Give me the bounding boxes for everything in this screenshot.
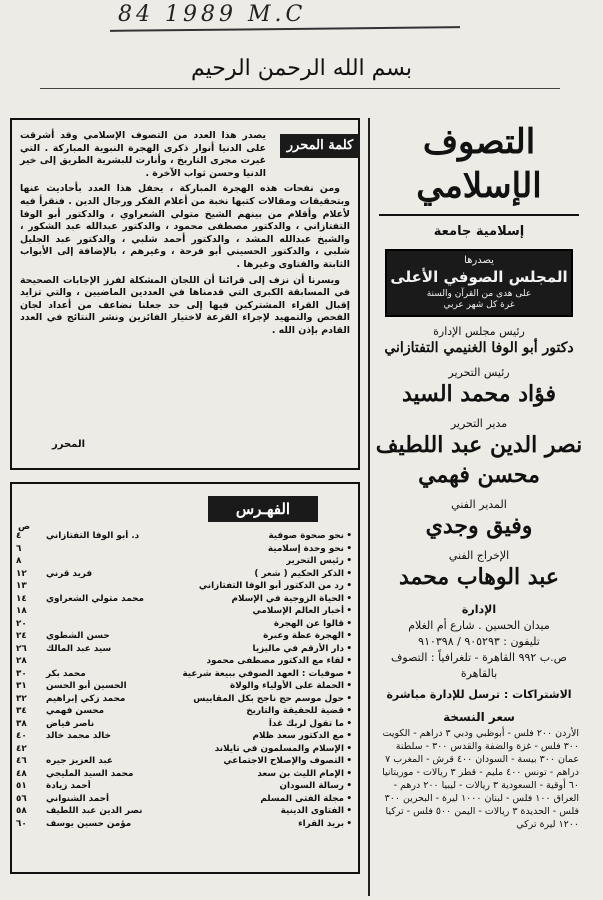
- layout-role: الإخراج الفني: [448, 549, 510, 562]
- index-item-page: ٣٠: [16, 668, 27, 679]
- index-item-page: ٤: [16, 531, 22, 541]
- masthead: [373, 110, 585, 900]
- index-item-page: ٣٨: [16, 718, 27, 729]
- index-item-title: الحملة على الأولياء والولاة: [230, 681, 344, 691]
- bullet-icon: •: [346, 756, 352, 766]
- index-item-page: ٢٦: [16, 643, 27, 654]
- index-item-title: نحو صحوة صوفية: [268, 531, 344, 541]
- index-item-page: ٢٠: [16, 618, 27, 629]
- subscriptions-note: الاشتراكات : ترسل للإدارة مباشرة: [386, 688, 572, 701]
- index-item[interactable]: [16, 655, 352, 668]
- editorial-paragraph: يصدر هذا العدد من التصوف الإسلامي وقد أشرقت على الدنيا أنوار ذكرى الهجرة النبوية المباركة . التي غيرت مجرى التاريخ ، وأنارت للبشرية الطريق إلى خير الدنيا وحسن ثواب الآخرة .: [20, 130, 266, 179]
- index-item[interactable]: [16, 530, 352, 543]
- index-item[interactable]: [16, 580, 352, 593]
- index-item[interactable]: [16, 768, 352, 781]
- bullet-icon: •: [346, 718, 352, 729]
- bullet-icon: •: [346, 543, 352, 554]
- index-item[interactable]: [16, 568, 352, 581]
- index-item[interactable]: [16, 593, 352, 606]
- index-item[interactable]: [16, 693, 352, 706]
- managing-editor-role: مدير التحرير: [450, 417, 508, 430]
- index-item-page: ٥١: [16, 781, 27, 791]
- bullet-icon: •: [346, 556, 352, 566]
- index-item-page: ١٤: [16, 593, 27, 604]
- handwritten-note: 84 1989 M.C: [118, 2, 307, 27]
- price-block: [379, 711, 579, 831]
- index-item-page: ١٣: [16, 581, 27, 591]
- index-item-page: ٣٤: [16, 706, 27, 716]
- index-item[interactable]: [16, 818, 352, 831]
- index-item[interactable]: [16, 605, 352, 618]
- index-item-page: ٤٠: [16, 731, 27, 741]
- admin-address: ميدان الحسين . شارع أم الغلام: [408, 619, 550, 632]
- index-item[interactable]: [16, 805, 352, 818]
- index-item-title: نحو وحدة إسلامية: [267, 543, 344, 554]
- index-item-author: د. أبو الوفا التفتازاني: [46, 531, 140, 541]
- basmala: بسم الله الرحمن الرحيم: [190, 56, 413, 81]
- editor-in-chief-name: فؤاد محمد السيد: [402, 381, 556, 407]
- bullet-icon: •: [346, 781, 352, 791]
- publisher-name: المجلس الصوفي الأعلى: [390, 268, 568, 286]
- index-item[interactable]: [16, 668, 352, 681]
- index-item[interactable]: [16, 630, 352, 643]
- editorial-signature: المحرر: [52, 439, 86, 450]
- editorial-paragraph: ويسرنا أن نزف إلى قرائنا أن اللجان المشكلة لفرز الإجابات الصحيحة في المسابقة الكبرى التي قدمناها في العددين الماضيين ، والتي تزايد إقبال القراء المشتركين فيها إلى حد جعلنا نضاعف من أعداد لجان الفحص والتمهيد لإجراء القرعة لاختيار الفائزين ونشر النتائج في العدد القادم بإذن الله .: [20, 274, 350, 336]
- index-item-title: ما تقول لربك غداً: [268, 718, 344, 729]
- bullet-icon: •: [346, 706, 352, 716]
- art-director-role: المدير الفني: [451, 498, 507, 511]
- price-title: سعر النسخة: [443, 710, 515, 724]
- price-list: الأردن ٢٠٠ فلس - أبوظبي ودبي ٣ دراهم - الكويت ٣٠٠ فلس - غزة والضفة والقدس ٣٠٠ - سلطنة عمان ٣٠٠ بيسة - السودان ٤٠٠ قرش - المغرب ٧ دراهم - تونس ٤٠٠ مليم - قطر ٣ ريالات - موريتانيا ٦٠ أوقية - السعودية ٣ ريالات - ليبيا ٢٠٠ درهم - العراق ١٠٠ فلس - لبنان ١٠٠٠ ليرة - البحرين ٣٠٠ فلس - الحديدة ٣ ريالات - اليمن ٥٠٠ فلس - تركيا ١٢٠٠ ليرة تركي: [382, 728, 579, 830]
- index-item-title: قالوا عن الهجرة: [273, 618, 344, 629]
- index-item-title: لقاء مع الدكتور مصطفى محمود: [206, 656, 344, 666]
- index-item-title: مع الدكتور سعد ظلام: [252, 731, 344, 741]
- index-item-author: أحمد زيادة: [46, 781, 91, 791]
- index-item-author: ناصر فياض: [46, 718, 95, 729]
- index-item-page: ٤٨: [16, 768, 27, 779]
- admin-pobox: ص.ب ٩٩٢ القاهرة - تلغرافياً : التصوف بالقاهرة: [391, 651, 567, 680]
- index-item-title: بريد القراء: [298, 818, 344, 829]
- index-item-page: ٥٦: [16, 793, 27, 804]
- index-item-title: رسالة السودان: [279, 781, 344, 791]
- index-item-author: الحسين أبو الحسن: [46, 681, 127, 691]
- index-item-page: ٥٨: [16, 806, 27, 816]
- index-item[interactable]: [16, 730, 352, 743]
- bullet-icon: •: [346, 743, 352, 754]
- bullet-icon: •: [346, 681, 352, 691]
- index-item[interactable]: [16, 555, 352, 568]
- index-item-page: ٦٠: [16, 818, 27, 829]
- admin-phones: تليفون : ٩٠٥٢٩٣ / ٩١٠٣٩٨: [418, 635, 540, 648]
- publisher-line-1: يصدرها: [464, 255, 494, 266]
- index-item-page: ٤٢: [16, 743, 27, 754]
- admin-title: الإدارة: [461, 603, 497, 616]
- index-item-author: [30, 655, 207, 668]
- bullet-icon: •: [346, 806, 352, 816]
- bullet-icon: •: [346, 606, 352, 616]
- bullet-icon: •: [346, 631, 352, 641]
- publisher-line-4: غرة كل شهر عربي: [443, 300, 515, 310]
- index-item-title: الهجرة عظة وعبرة: [263, 631, 344, 641]
- bullet-icon: •: [346, 668, 352, 679]
- index-item[interactable]: [16, 793, 352, 806]
- index-item-title: الحياة الزوجية في الإسلام: [231, 593, 344, 604]
- bullet-icon: •: [346, 531, 352, 541]
- index-item-title: الذكر الحكيم ( شعر ): [254, 568, 344, 579]
- magazine-title: التصوف الإسلامي: [416, 122, 542, 206]
- index-item-title: دار الأرقم في ماليزيا: [252, 643, 344, 654]
- column-divider: [368, 118, 370, 896]
- layout-name: عبد الوهاب محمد: [398, 564, 560, 590]
- index-item-author: محمد بكر: [46, 668, 86, 679]
- index-page-label: ص: [18, 522, 31, 532]
- bullet-icon: •: [346, 768, 352, 779]
- index-item[interactable]: [16, 755, 352, 768]
- index-item-page: ٣١: [16, 681, 27, 691]
- index-item-author: مؤمن حسين يوسف: [46, 818, 132, 829]
- index-item-page: ٣٢: [16, 693, 27, 704]
- index-title: الفهـرس: [208, 496, 318, 522]
- index-item-title: حول موسم حج ناجح بكل المقاييس: [193, 693, 344, 704]
- magazine-subtitle: إسلامية جامعة: [433, 224, 525, 239]
- admin-block: [381, 602, 577, 682]
- index-item[interactable]: [16, 543, 352, 556]
- index-item-author: [30, 743, 215, 756]
- managing-editor-name: محسن فهمي: [418, 462, 540, 488]
- index-item-title: قضية للحقيقة والتاريخ: [246, 706, 344, 716]
- index-item-page: ٢٨: [16, 656, 27, 666]
- index-item-page: ٦: [16, 543, 22, 554]
- bullet-icon: •: [346, 693, 352, 704]
- bullet-icon: •: [346, 581, 352, 591]
- index-item-title: التصوف والإصلاح الاجتماعي: [223, 756, 344, 766]
- index-item-author: محمد السيد المليجي: [46, 768, 134, 779]
- editor-in-chief-role: رئيس التحرير: [448, 366, 510, 379]
- index-item-title: رئيس التحرير: [286, 556, 344, 566]
- bullet-icon: •: [346, 643, 352, 654]
- bullet-icon: •: [346, 568, 352, 579]
- index-item-author: [30, 555, 286, 568]
- editorial-tab: كلمة المحرر: [280, 134, 360, 158]
- masthead-rule: [379, 214, 579, 216]
- editorial-paragraph: ومن نفحات هذه الهجرة المباركة ، يحفل هذا العدد بأحاديث عنها وبتحقيقات ومقالات كتبها نخبة من أعلام الفكر ورجال الدين . فنقرأ فيه لأعلام وأقلام من بينهم الشيخ متولي الشعراوي ، والدكتور أبو الوفا التفتازاني ، والدكتور مصطفى محمود ، والدكتور عبدالله عبد الشكور ، والشيخ عبدالله المشد ، والدكتور أحمد شلبي ، والدكتور عبد الجليل شلبي ، والدكتور الحسيني أبو فرحة ، وغيرهم ، بالإضافة إلى الأبواب الثابتة والفتاوى وغيرها .: [20, 183, 350, 270]
- index-item[interactable]: [16, 680, 352, 693]
- index-item-title: الفتاوى الدينية: [280, 806, 344, 816]
- index-item-page: ٨: [16, 556, 22, 566]
- index-item-page: ٢٤: [16, 631, 27, 641]
- editorial-text: [20, 130, 350, 341]
- index-item-title: الإسلام والمسلمون في تايلاند: [214, 743, 344, 754]
- index-item-title: الإمام الليث بن سعد: [257, 768, 344, 779]
- header-rule: [40, 88, 560, 89]
- index-item-author: خالد محمد خالد: [46, 731, 111, 741]
- index-item-author: محمد متولي الشعراوي: [46, 593, 144, 604]
- bullet-icon: •: [346, 593, 352, 604]
- index-item-page: ١٨: [16, 606, 27, 616]
- index-item[interactable]: [16, 718, 352, 731]
- index-item-author: نصر الدين عبد اللطيف: [46, 806, 143, 816]
- index-item-author: محسن فهمي: [46, 706, 105, 716]
- publisher-box: [385, 249, 573, 317]
- index-item-author: فريد قرني: [46, 568, 93, 579]
- index-item-page: ٤٦: [16, 756, 27, 766]
- index-item-author: [30, 618, 274, 631]
- board-chair-name: دكتور أبو الوفا الغنيمي التفتازاني: [384, 340, 574, 356]
- publisher-line-3: على هدى من القرآن والسنة: [426, 289, 532, 299]
- index-item-title: مجلة الفتى المسلم: [260, 793, 344, 804]
- index-item-title: صوفيات : العهد الصوفي ببيعة شرعية: [182, 668, 344, 679]
- index-item[interactable]: [16, 643, 352, 656]
- index-item-author: عبد العزيز جيره: [46, 756, 113, 766]
- index-item[interactable]: [16, 705, 352, 718]
- index-item-author: أحمد الشنواني: [46, 793, 109, 804]
- index-item-title: أخبار العالم الإسلامي: [252, 606, 344, 616]
- board-chair-role: رئيس مجلس الإدارة: [433, 325, 525, 338]
- index-item-author: [30, 543, 268, 556]
- managing-editor-name: نصر الدين عبد اللطيف: [375, 432, 583, 458]
- bullet-icon: •: [346, 618, 352, 629]
- index-item-author: حسن الشطوي: [46, 631, 110, 641]
- index-item-author: سيد عبد المالك: [46, 643, 112, 654]
- index-item-title: رد من الدكتور أبو الوفا التفتازاني: [198, 581, 344, 591]
- index-item-page: ١٢: [16, 568, 27, 579]
- index-item[interactable]: [16, 618, 352, 631]
- index-item-author: محمد زكي إبراهيم: [46, 693, 126, 704]
- index-item-author: [30, 605, 253, 618]
- index-item[interactable]: [16, 780, 352, 793]
- bullet-icon: •: [346, 731, 352, 741]
- index-item[interactable]: [16, 743, 352, 756]
- art-director-name: وفيق وجدي: [425, 513, 533, 539]
- index-list: [16, 530, 352, 830]
- bullet-icon: •: [346, 793, 352, 804]
- bullet-icon: •: [346, 656, 352, 666]
- index-item-author: [30, 580, 199, 593]
- bullet-icon: •: [346, 818, 352, 829]
- editorial-box: [10, 118, 360, 470]
- index-box: [10, 482, 360, 874]
